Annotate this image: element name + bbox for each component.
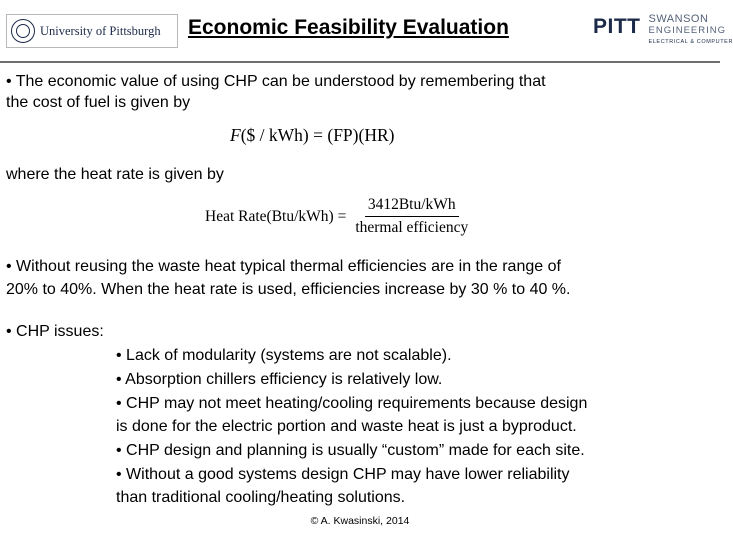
swanson-logo-pitt: PITT xyxy=(593,15,641,38)
issue-item: • Lack of modularity (systems are not scalable). xyxy=(116,347,452,364)
header-rule xyxy=(0,61,720,63)
university-of-pittsburgh-logo xyxy=(6,14,178,48)
issue-item: • Absorption chillers efficiency is relatively low. xyxy=(116,371,443,388)
paragraph-3-line-1: • Without reusing the waste heat typical thermal efficiencies are in the range of xyxy=(6,258,561,275)
paragraph-2: where the heat rate is given by xyxy=(6,166,224,183)
issue-item-continuation: than traditional cooling/heating solutions. xyxy=(116,489,406,506)
university-logo-text: University of Pittsburgh xyxy=(40,23,161,38)
eq1-lhs-units: ($ / kWh) xyxy=(240,125,309,145)
paragraph-1-line-1: • The economic value of using CHP can be understood by remembering that xyxy=(6,73,546,90)
eq2-lhs: Heat Rate(Btu/kWh) = xyxy=(205,207,347,225)
heat-rate-equation xyxy=(205,196,471,237)
swanson-logo-engineering: ENGINEERING xyxy=(648,25,727,36)
eq1-lhs-var: F xyxy=(230,125,241,145)
eq2-denominator: thermal efficiency xyxy=(355,219,469,236)
slide-header xyxy=(0,0,733,60)
slide-title: Economic Feasibility Evaluation xyxy=(188,16,509,39)
paragraph-1-line-2: the cost of fuel is given by xyxy=(6,94,191,111)
eq1-equals: = xyxy=(308,125,328,145)
eq2-fraction xyxy=(352,196,471,237)
university-seal-icon xyxy=(11,19,35,43)
swanson-logo-swanson: SWANSON xyxy=(648,13,709,25)
eq2-numerator: 3412Btu/kWh xyxy=(365,196,459,217)
issue-item: • CHP may not meet heating/cooling requirements because design xyxy=(116,395,588,412)
eq1-hr: (HR) xyxy=(358,125,395,145)
issue-item: • CHP design and planning is usually “custom” made for each site. xyxy=(116,442,585,459)
paragraph-3-line-2: 20% to 40%. When the heat rate is used, efficiencies increase by 30 % to 40 %. xyxy=(6,281,571,298)
swanson-engineering-logo xyxy=(593,13,733,50)
issue-item: • Without a good systems design CHP may have lower reliability xyxy=(116,466,570,483)
chp-issues-heading: • CHP issues: xyxy=(6,323,104,340)
fuel-cost-equation xyxy=(230,125,394,146)
issue-item-continuation: is done for the electric portion and waste heat is just a byproduct. xyxy=(116,418,577,435)
swanson-logo-dept: ELECTRICAL & COMPUTER xyxy=(648,39,733,45)
eq1-fp: (FP) xyxy=(327,125,359,145)
copyright-footer: © A. Kwasinski, 2014 xyxy=(310,515,410,527)
